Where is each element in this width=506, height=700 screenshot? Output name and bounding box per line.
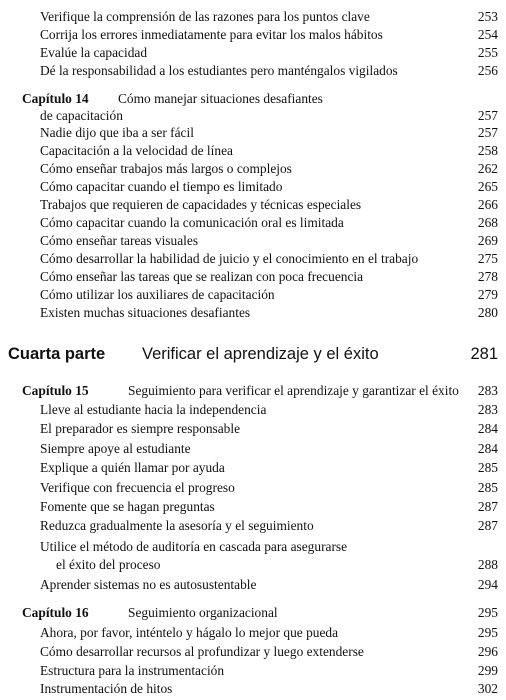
chapter-heading xyxy=(0,382,506,400)
toc-entry-title: Capacitación a la velocidad de línea xyxy=(40,143,233,158)
toc-entry-title: Instrumentación de hitos xyxy=(40,681,173,696)
toc-entry-title: Cómo desarrollar la habilidad de juicio y el conocimiento en el trabajo xyxy=(40,251,419,266)
toc-entry-title: Existen muchas situaciones desafiantes xyxy=(40,305,251,320)
toc-entry-page: 256 xyxy=(477,63,498,78)
toc-entry-title: Evalúe la capacidad xyxy=(40,45,148,60)
toc-entry-title: Corrija los errores inmediatamente para evitar los malos hábitos xyxy=(40,27,383,42)
toc-entry-cont xyxy=(0,556,506,574)
toc-entry-page: 262 xyxy=(477,161,498,176)
toc-entry xyxy=(0,8,506,26)
toc-entry-title: Lleve al estudiante hacia la independencia xyxy=(40,402,267,417)
toc-entry xyxy=(0,643,506,661)
toc-entry-page: 283 xyxy=(477,402,498,417)
toc-entry-page: 253 xyxy=(477,9,498,24)
toc-entry-page: 296 xyxy=(477,644,498,659)
toc-entry xyxy=(0,479,506,497)
toc-entry-page: 275 xyxy=(477,251,498,266)
toc-entry xyxy=(0,624,506,642)
chapter-label: Capítulo 16 xyxy=(22,605,89,620)
toc-entry-title: Cómo utilizar los auxiliares de capacitación xyxy=(40,287,275,302)
toc-entry-title: Verifique la comprensión de las razones para los puntos clave xyxy=(40,9,370,24)
toc-entry xyxy=(0,538,506,556)
toc-entry xyxy=(0,662,506,680)
toc-entry-title: Cómo capacitar cuando la comunicación oral es limitada xyxy=(40,215,344,230)
toc-entry xyxy=(0,26,506,44)
toc-entry-page: 285 xyxy=(477,460,498,475)
toc-entry-page: 278 xyxy=(477,269,498,284)
toc-entry-title: Cómo enseñar tareas visuales xyxy=(40,233,199,248)
toc-entry-title: Fomente que se hagan preguntas xyxy=(40,499,215,514)
chapter-heading xyxy=(0,90,506,108)
chapter-page: 257 xyxy=(477,108,498,123)
part-heading xyxy=(0,342,506,366)
toc-entry-page: 265 xyxy=(477,179,498,194)
toc-entry-page: 279 xyxy=(477,287,498,302)
toc-entry xyxy=(0,62,506,80)
toc-entry-title: Cómo desarrollar recursos al profundizar y luego extenderse xyxy=(40,644,364,659)
chapter-title-cont: de capacitación xyxy=(40,108,123,123)
part-title: Verificar el aprendizaje y el éxito xyxy=(142,344,379,363)
toc-entry-title: Aprender sistemas no es autosustentable xyxy=(40,577,257,592)
toc-entry xyxy=(0,142,506,160)
chapter-page: 295 xyxy=(477,605,498,620)
toc-entry-page: 284 xyxy=(477,421,498,436)
toc-entry xyxy=(0,44,506,62)
toc-entry xyxy=(0,214,506,232)
toc-entry-title: Cómo enseñar trabajos más largos o complejos xyxy=(40,161,292,176)
chapter-title: Seguimiento para verificar el aprendizaje y garantizar el éxito xyxy=(128,383,459,398)
part-page: 281 xyxy=(470,344,498,363)
toc-entry xyxy=(0,401,506,419)
toc-entry xyxy=(0,440,506,458)
toc-entry-page: 294 xyxy=(477,577,498,592)
toc-entry-page: 287 xyxy=(477,499,498,514)
toc-entry-page: 284 xyxy=(477,441,498,456)
chapter-page: 283 xyxy=(477,383,498,398)
toc-entry-page: 288 xyxy=(477,557,498,572)
toc-entry-title-cont: el éxito del proceso xyxy=(56,557,161,572)
toc-entry-title: Utilice el método de auditoría en cascada para asegurarse xyxy=(40,539,348,554)
toc-entry xyxy=(0,268,506,286)
toc-entry-page: 299 xyxy=(477,663,498,678)
part-label: Cuarta parte xyxy=(8,344,106,363)
toc-entry-page: 295 xyxy=(477,625,498,640)
toc-entry xyxy=(0,196,506,214)
toc-entry xyxy=(0,420,506,438)
toc-entry xyxy=(0,286,506,304)
toc-entry-page: 285 xyxy=(477,480,498,495)
toc-entry-page: 258 xyxy=(477,143,498,158)
toc-entry-title: Estructura para la instrumentación xyxy=(40,663,225,678)
chapter-heading xyxy=(0,604,506,622)
toc-entry-title: Ahora, por favor, inténtelo y hágalo lo mejor que pueda xyxy=(40,625,339,640)
chapter-label: Capítulo 15 xyxy=(22,383,89,398)
toc-entry xyxy=(0,517,506,535)
toc-entry-page: 266 xyxy=(477,197,498,212)
toc-entry xyxy=(0,160,506,178)
toc-entry-title: El preparador es siempre responsable xyxy=(40,421,241,436)
toc-entry-page: 254 xyxy=(477,27,498,42)
toc-entry-page: 280 xyxy=(477,305,498,320)
toc-entry-title: Trabajos que requieren de capacidades y técnicas especiales xyxy=(40,197,362,212)
toc-entry xyxy=(0,459,506,477)
toc-entry-title: Dé la responsabilidad a los estudiantes pero manténgalos vigilados xyxy=(40,63,398,78)
toc-entry xyxy=(0,498,506,516)
toc-entry-page: 269 xyxy=(477,233,498,248)
toc-entry xyxy=(0,250,506,268)
toc-entry-title: Explique a quién llamar por ayuda xyxy=(40,460,225,475)
toc-entry xyxy=(0,304,506,322)
toc-entry-page: 257 xyxy=(477,125,498,140)
toc-entry-title: Nadie dijo que iba a ser fácil xyxy=(40,125,194,140)
toc-entry-title: Cómo enseñar las tareas que se realizan con poca frecuencia xyxy=(40,269,364,284)
toc-entry xyxy=(0,124,506,142)
chapter-heading-cont xyxy=(0,107,506,125)
chapter-label: Capítulo 14 xyxy=(22,91,89,106)
toc-entry xyxy=(0,576,506,594)
toc-entry-title: Verifique con frecuencia el progreso xyxy=(40,480,235,495)
toc-entry-page: 302 xyxy=(477,681,498,696)
toc-entry-title: Reduzca gradualmente la asesoría y el seguimiento xyxy=(40,518,314,533)
chapter-title: Cómo manejar situaciones desafiantes xyxy=(118,91,323,106)
toc-entry-title: Cómo capacitar cuando el tiempo es limitado xyxy=(40,179,283,194)
toc-entry xyxy=(0,680,506,698)
toc-entry xyxy=(0,232,506,250)
toc-entry-page: 255 xyxy=(477,45,498,60)
toc-entry-title: Siempre apoye al estudiante xyxy=(40,441,191,456)
toc-entry-page: 287 xyxy=(477,518,498,533)
chapter-title: Seguimiento organizacional xyxy=(128,605,278,620)
toc-entry-page: 268 xyxy=(477,215,498,230)
toc-entry xyxy=(0,178,506,196)
